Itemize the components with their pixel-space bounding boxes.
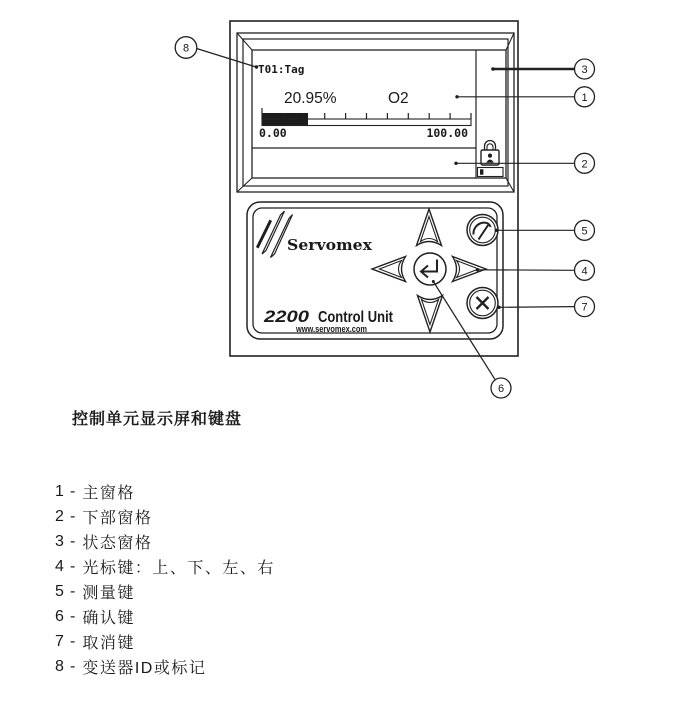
callout-2 — [575, 153, 595, 173]
legend-item-number: 6 — [55, 607, 64, 625]
legend-item-number: 4 — [55, 557, 64, 575]
legend-item-label: 光标键：上、下、左、右 — [82, 560, 275, 577]
legend-item-label: 变送器ID或标记 — [82, 660, 207, 677]
product-name: Control Unit — [318, 309, 394, 326]
legend-item-dash: - — [70, 507, 76, 525]
callout-6 — [491, 378, 511, 398]
legend-item-3 — [55, 529, 275, 554]
legend-item-2 — [55, 504, 275, 529]
legend-item-5 — [55, 579, 275, 604]
measure-key — [467, 215, 498, 246]
enter-key — [414, 253, 446, 285]
legend-item-label: 取消键 — [82, 635, 135, 652]
legend-item-dash: - — [70, 582, 76, 600]
legend-item-1 — [55, 479, 275, 504]
callout-1 — [575, 87, 595, 107]
legend-item-7 — [55, 629, 275, 654]
figure-caption: 控制单元显示屏和键盘 — [72, 411, 243, 428]
model-number: 2200 — [262, 307, 310, 326]
legend-item-label: 下部窗格 — [82, 510, 153, 527]
legend-item-4 — [55, 554, 275, 579]
legend-item-number: 3 — [55, 532, 64, 550]
transmitter-tag: T01:Tag — [258, 63, 305, 76]
legend-item-number: 1 — [55, 482, 64, 500]
scale-max: 100.00 — [426, 126, 468, 140]
legend-item-number: 2 — [55, 507, 64, 525]
scale-min: 0.00 — [259, 126, 287, 140]
svg-text:3: 3 — [581, 64, 588, 76]
callout-4 — [575, 260, 595, 280]
legend-item-8 — [55, 654, 275, 679]
svg-text:2: 2 — [581, 158, 588, 171]
callout-5 — [575, 220, 595, 240]
lock-figure-head — [488, 154, 492, 158]
legend-item-dash: - — [70, 657, 76, 675]
svg-text:4: 4 — [581, 265, 588, 278]
legend-item-label: 确认键 — [82, 610, 135, 627]
legend-item-number: 7 — [55, 632, 64, 650]
legend-item-label: 主窗格 — [82, 485, 135, 502]
legend-item-dash: - — [70, 632, 76, 650]
legend-item-label: 状态窗格 — [82, 535, 153, 552]
cancel-key — [467, 288, 498, 319]
legend-item-number: 5 — [55, 582, 64, 600]
callout-8 — [175, 37, 197, 59]
svg-text:7: 7 — [581, 301, 588, 314]
status-tray-icon — [478, 168, 504, 177]
callout-3 — [575, 59, 595, 79]
brand-name: Servomex — [287, 236, 374, 254]
legend-item-dash: - — [70, 557, 76, 575]
legend-item-dash: - — [70, 532, 76, 550]
display-bezel — [237, 33, 514, 192]
reading-value: 20.95% — [284, 90, 337, 107]
svg-text:6: 6 — [497, 383, 505, 395]
callout-7 — [575, 297, 595, 317]
svg-text:5: 5 — [581, 225, 588, 238]
gas-label: O2 — [388, 90, 409, 107]
legend-item-dash: - — [70, 607, 76, 625]
website-url: www.servomex.com — [295, 324, 367, 335]
legend-item-label: 测量键 — [82, 585, 135, 602]
legend-item-number: 8 — [55, 657, 64, 675]
svg-text:8: 8 — [182, 42, 190, 55]
legend-item-dash: - — [70, 482, 76, 500]
legend-list — [55, 479, 275, 679]
legend-item-6 — [55, 604, 275, 629]
svg-text:1: 1 — [581, 91, 588, 104]
